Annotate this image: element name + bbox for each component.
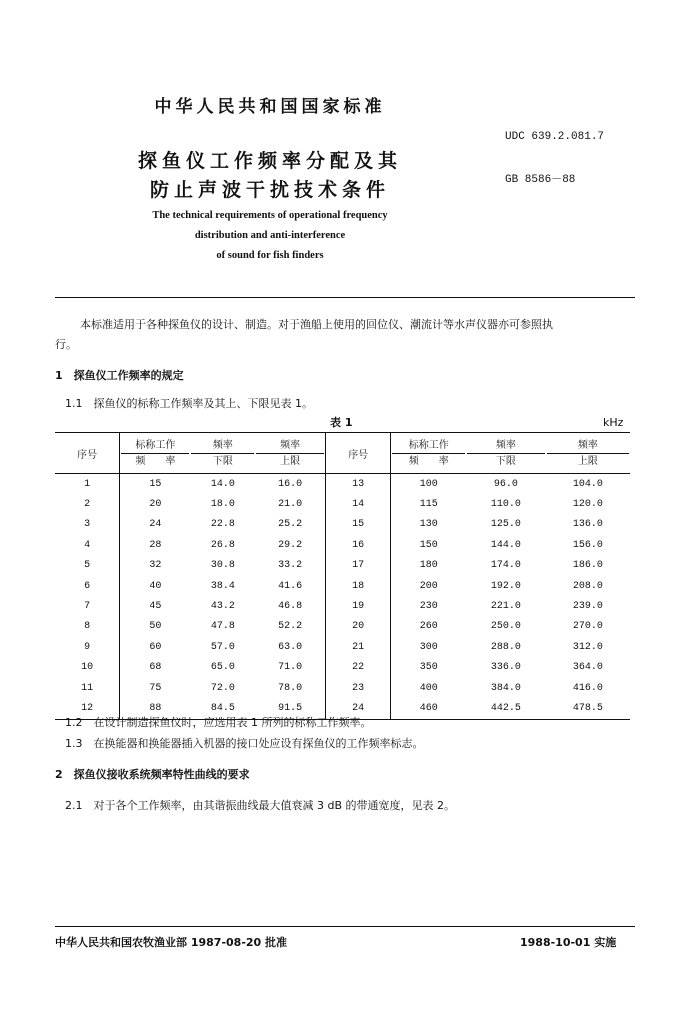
table-cell: 23 [326,678,391,698]
header-upper-2 [546,433,630,474]
table-row [55,474,630,495]
table-cell: 33.2 [255,556,325,576]
table-cell: 32 [149,560,162,572]
table-cell: 300 [419,641,438,653]
table-cell: 40 [149,580,162,592]
table-cell: 24 [149,519,162,531]
footer-rule [55,926,635,927]
english-title-line-2: distribution and anti-interference [194,230,346,241]
header-nominal-bottom-2: 频 率 [392,453,465,469]
intro-paragraph-cont: 行。 [55,338,77,351]
table-cell: 125.0 [490,519,521,531]
header-lower-freq-2: 频率 [495,439,516,451]
table-cell: 52.2 [255,617,325,637]
table-cell: 14 [326,494,391,514]
header-lower-label-2: 下限 [467,453,544,469]
table-cell: 20 [326,617,391,637]
table-cell: 78.0 [255,678,325,698]
frequency-table [55,432,630,720]
header-nominal-2 [391,433,466,474]
header-upper-label-2: 上限 [547,453,629,469]
table-cell: 16 [326,535,391,555]
table-caption: 表 1 [330,416,353,429]
table-row [55,494,630,514]
table-cell: 250.0 [490,621,521,633]
table-cell: 68 [149,662,162,674]
table-cell: 96.0 [493,478,518,490]
header-lower-label: 下限 [191,453,254,469]
table-cell: 364.0 [572,662,603,674]
table-cell: 28 [149,539,162,551]
table-row [55,658,630,678]
table-cell: 350 [419,662,438,674]
table-cell: 19 [326,596,391,616]
header-upper-freq: 频率 [280,439,301,451]
table-unit: kHz [603,416,624,429]
header-nominal [120,433,191,474]
clause-1-1: 1.1 探鱼仪的标称工作频率及其上、下限见表 1。 [65,397,313,410]
table-cell: 115 [419,499,438,511]
table-cell: 200 [419,580,438,592]
table-cell: 46.8 [255,596,325,616]
table-cell: 18.0 [210,499,235,511]
footer-effective: 1988-10-01 实施 [520,936,617,949]
header-rule [55,297,635,298]
table-cell: 71.0 [255,658,325,678]
title-line-2: 防止声波干扰技术条件 [149,179,390,201]
table-cell: 43.2 [210,601,235,613]
table-cell: 288.0 [490,641,521,653]
udc-code: UDC 639.2.081.7 [505,131,605,143]
table-cell: 65.0 [210,662,235,674]
table-cell: 221.0 [490,601,521,613]
table-cell: 1 [55,474,120,495]
table-cell: 25.2 [255,515,325,535]
table-cell: 17 [326,556,391,576]
clause-1-2: 1.2 在设计制造探鱼仪时，应选用表 1 所列的标称工作频率。 [65,716,372,729]
table-cell: 174.0 [490,560,521,572]
table-cell: 72.0 [210,682,235,694]
table-cell: 63.0 [255,637,325,657]
table-cell: 16.0 [255,474,325,495]
table-cell: 4 [55,535,120,555]
standard-header: 中华人民共和国国家标准 [154,97,386,117]
intro-paragraph: 本标准适用于各种探鱼仪的设计、制造。对于渔船上使用的回位仪、潮流计等水声仪器亦可参照执 [80,318,553,331]
table-row [55,535,630,555]
table-cell: 460 [391,698,466,719]
table-cell: 110.0 [490,499,521,511]
header-seq-2: 序号 [326,433,391,474]
table-cell: 91.5 [255,698,325,719]
english-title-line-1: The technical requirements of operational frequency [152,210,388,221]
table-cell: 45 [149,601,162,613]
table-cell: 5 [55,556,120,576]
table-cell: 15 [149,478,162,490]
table-cell: 26.8 [210,539,235,551]
table-cell: 7 [55,596,120,616]
table-row [55,596,630,616]
table-cell: 18 [326,576,391,596]
title-line-1: 探鱼仪工作频率分配及其 [137,150,402,172]
table-cell: 230 [419,601,438,613]
table-cell: 15 [326,515,391,535]
header-lower-freq: 频率 [212,439,233,451]
table-cell: 270.0 [572,621,603,633]
table-cell: 88 [120,698,191,719]
table-cell: 84.5 [190,698,255,719]
table-row [55,637,630,657]
table-cell: 478.5 [546,698,630,719]
table-cell: 186.0 [572,560,603,572]
header-nominal-bottom: 频 率 [121,453,189,469]
table-cell: 9 [55,637,120,657]
header-upper-label: 上限 [256,453,324,469]
table-cell: 100 [419,478,438,490]
table-cell: 312.0 [572,641,603,653]
header-upper [255,433,325,474]
table-cell: 144.0 [490,539,521,551]
header-lower-2 [466,433,545,474]
table-cell: 29.2 [255,535,325,555]
table-cell: 442.5 [466,698,545,719]
table-cell: 21 [326,637,391,657]
table-cell: 14.0 [210,478,235,490]
table-cell: 136.0 [572,519,603,531]
table-row [55,556,630,576]
header-upper-freq-2: 频率 [577,439,598,451]
table-row [55,617,630,637]
table-cell: 150 [419,539,438,551]
table-cell: 260 [419,621,438,633]
table-cell: 22 [326,658,391,678]
table-cell: 30.8 [210,560,235,572]
table-cell: 22.8 [210,519,235,531]
section-2-heading: 2 探鱼仪接收系统频率特性曲线的要求 [55,768,250,781]
table-cell: 400 [419,682,438,694]
table-cell: 13 [326,474,391,495]
table-cell: 120.0 [572,499,603,511]
table-cell: 24 [326,698,391,719]
table-cell: 57.0 [210,641,235,653]
table-cell: 6 [55,576,120,596]
footer-approval: 中华人民共和国农牧渔业部 1987-08-20 批准 [55,936,288,949]
table-cell: 8 [55,617,120,637]
table-cell: 47.8 [210,621,235,633]
table-row [55,515,630,535]
table-cell: 10 [55,658,120,678]
table-cell: 38.4 [210,580,235,592]
header-lower [190,433,255,474]
table-cell: 3 [55,515,120,535]
table-cell: 104.0 [572,478,603,490]
table-cell: 192.0 [490,580,521,592]
table-cell: 60 [149,641,162,653]
table-cell: 75 [149,682,162,694]
table-cell: 180 [419,560,438,572]
clause-1-3: 1.3 在换能器和换能器插入机器的接口处应设有探鱼仪的工作频率标志。 [65,737,424,750]
table-cell: 384.0 [490,682,521,694]
header-seq: 序号 [55,433,120,474]
table-cell: 416.0 [572,682,603,694]
table-cell: 239.0 [572,601,603,613]
table-cell: 336.0 [490,662,521,674]
header-nominal-top-2: 标称工作 [408,439,449,451]
table-cell: 41.6 [255,576,325,596]
table-cell: 2 [55,494,120,514]
table-row [55,678,630,698]
table-cell: 11 [55,678,120,698]
gb-code: GB 8586－88 [505,174,576,186]
clause-2-1: 2.1 对于各个工作频率，由其谐振曲线最大值衰减 3 dB 的带通宽度，见表 2。 [65,799,456,812]
english-title-line-3: of sound for fish finders [216,250,324,261]
table-row [55,576,630,596]
table-header-row [55,433,630,474]
table-cell: 156.0 [572,539,603,551]
table-cell: 20 [149,499,162,511]
table-cell: 208.0 [572,580,603,592]
header-nominal-top: 标称工作 [135,439,176,451]
table-cell: 21.0 [255,494,325,514]
table-cell: 12 [55,698,120,719]
table-cell: 50 [149,621,162,633]
section-1-heading: 1 探鱼仪工作频率的规定 [55,369,184,382]
table-cell: 130 [419,519,438,531]
